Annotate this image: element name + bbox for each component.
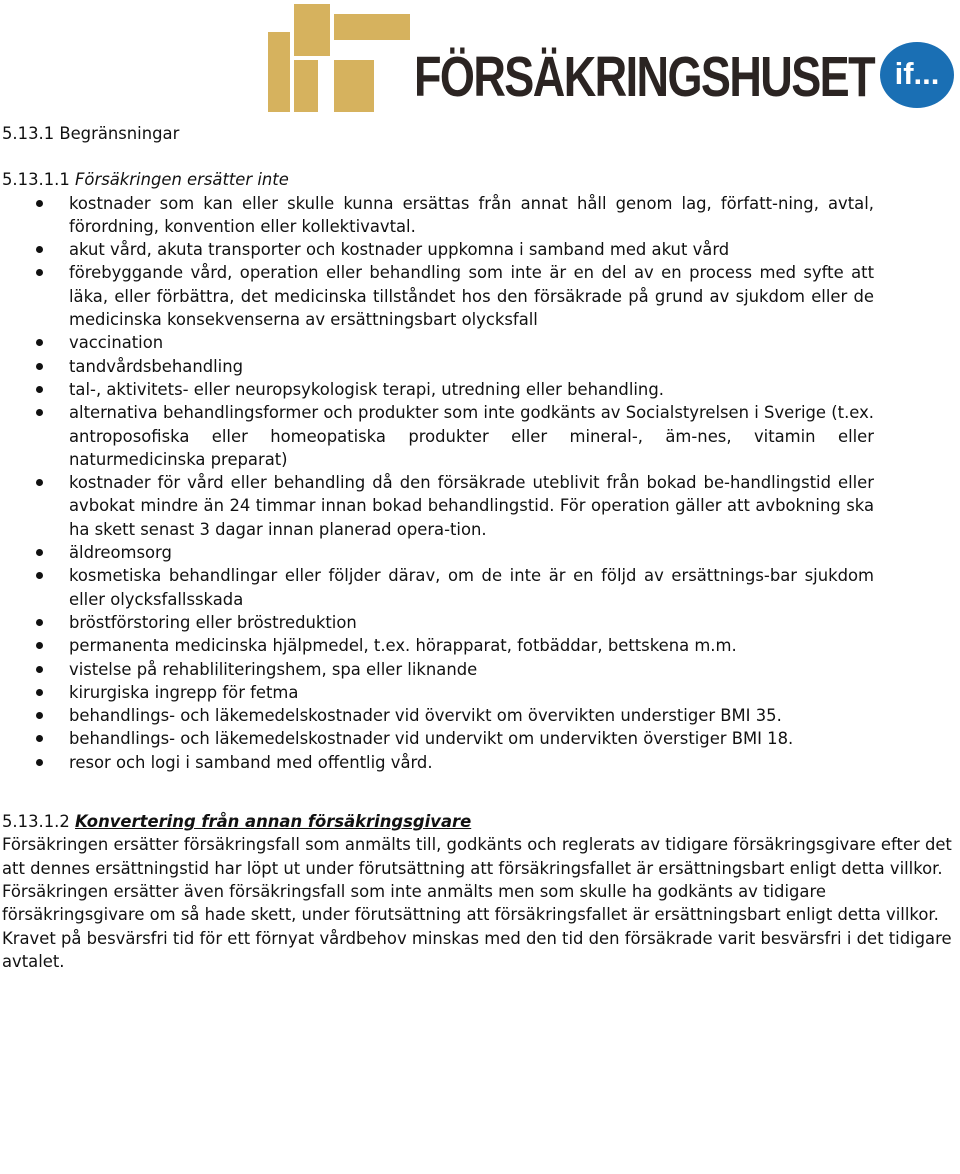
list-item: resor och logi i samband med offentlig vård. — [2, 751, 956, 774]
list-item: vaccination — [2, 331, 956, 354]
list-item: tandvårdsbehandling — [2, 355, 956, 378]
list-item: tal-, aktivitets- eller neuropsykologisk terapi, utredning eller behandling. — [2, 378, 956, 401]
subsection-number: 5.13.1.2 — [2, 812, 70, 832]
list-item: kostnader för vård eller behandling då den försäkrade uteblivit från bokad be-handlingstid eller avbokat mindre än 24 timmar innan bokad behandlingstid. För operation gäller att avbokning ska ha skett senast 3 dagar innan planerad opera-tion. — [2, 471, 956, 541]
section-title: 5.13.1 Begränsningar — [2, 124, 180, 143]
list-item: akut vård, akuta transporter och kostnader uppkomna i samband med akut vård — [2, 238, 956, 261]
list-item: kostnader som kan eller skulle kunna ersättas från annat håll genom lag, författ-ning, avtal, förordning, konvention eller kollektivavtal. — [2, 192, 956, 239]
forsakringshuset-logo-text: FÖRSÄKRINGSHUSET — [414, 45, 875, 109]
list-item: äldreomsorg — [2, 541, 956, 564]
subsection-title: Konvertering från annan försäkringsgivare — [75, 812, 472, 832]
list-item: kosmetiska behandlingar eller följder därav, om de inte är en följd av ersättnings-bar sjukdom eller olycksfallsskada — [2, 564, 956, 611]
paragraph: Kravet på besvärsfri tid för ett förnyat vårdbehov minskas med den tid den försäkrade varit besvärsfri i det tidigare avtalet. — [2, 928, 952, 971]
list-item: behandlings- och läkemedelskostnader vid övervikt om övervikten understiger BMI 35. — [2, 704, 956, 727]
paragraph: Försäkringen ersätter även försäkringsfall som inte anmälts men som skulle ha godkänts av tidigare försäkringsgivare om så hade skett, under förutsättning att försäkringsfallet är ersättningsbart enligt detta villkor. — [2, 881, 939, 925]
subsection-number: 5.13.1.1 — [2, 170, 70, 190]
subsection-heading-2 — [2, 810, 956, 833]
subsection-heading-1 — [2, 168, 956, 191]
list-item: bröstförstoring eller bröstreduktion — [2, 611, 956, 634]
list-item: alternativa behandlingsformer och produkter som inte godkänts av Socialstyrelsen i Sverige (t.ex. antroposofiska eller homeopatiska produkter eller mineral-, äm-nes, vitamin eller naturmedicinska preparat) — [2, 401, 956, 471]
list-item: vistelse på rehabliliteringshem, spa eller liknande — [2, 658, 956, 681]
list-item: permanenta medicinska hjälpmedel, t.ex. hörapparat, fotbäddar, bettskena m.m. — [2, 634, 956, 657]
list-item: behandlings- och läkemedelskostnader vid undervikt om undervikten överstiger BMI 18. — [2, 727, 956, 750]
exclusions-list — [2, 192, 956, 774]
forsakringshuset-logo-mark — [268, 4, 410, 112]
subsection-title: Försäkringen ersätter inte — [75, 170, 289, 190]
header — [0, 0, 960, 120]
list-item: förebyggande vård, operation eller behandling som inte är en del av en process med syfte att läka, eller förbättra, det medicinska tillståndet hos den försäkrade på grund av sjukdom eller de medicinska konsekvenserna av ersättningsbart olycksfall — [2, 261, 956, 331]
if-logo: if... — [880, 42, 954, 108]
document-body — [2, 122, 956, 973]
paragraph: Försäkringen ersätter försäkringsfall som anmälts till, godkänts och reglerats av tidigare försäkringsgivare efter det att dennes ersättningstid har löpt ut under förutsättning att försäkringsfallet är ersättningsbart enligt detta villkor. — [2, 835, 952, 878]
list-item: kirurgiska ingrepp för fetma — [2, 681, 956, 704]
